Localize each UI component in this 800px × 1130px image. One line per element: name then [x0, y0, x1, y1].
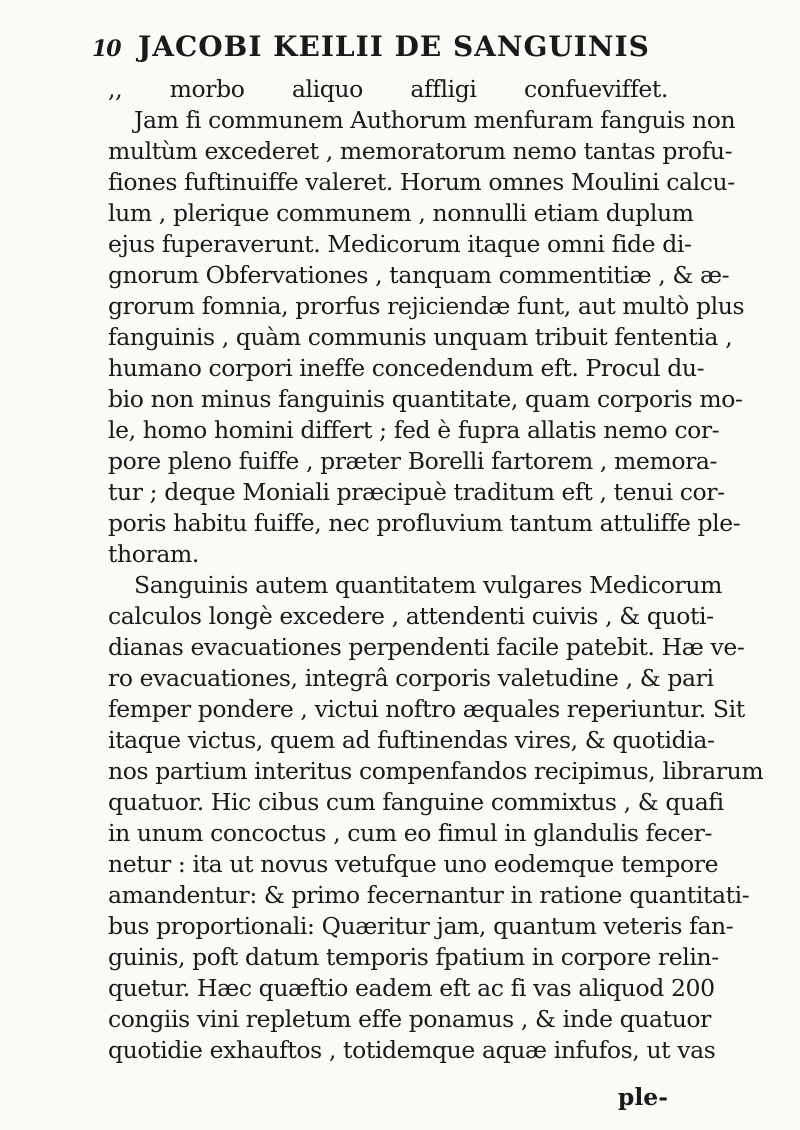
- text-line: calculos longè excedere , attendenti cuivis , & quoti-: [108, 602, 714, 630]
- text-line: le, homo homini differt ; fed è fupra allatis nemo cor-: [108, 416, 720, 444]
- text-line: pore pleno fuiffe , præter Borelli fartorem , memora-: [108, 447, 718, 475]
- text-line: poris habitu fuiffe, nec profluvium tantum attuliffe ple-: [108, 509, 741, 537]
- page-header: [92, 28, 692, 68]
- text-line: bus proportionali: Quæritur jam, quantum veteris fan-: [108, 912, 734, 940]
- paragraph-start-line: Jam fi communem Authorum menfuram fanguis non: [134, 106, 736, 134]
- text-line: bio non minus fanguinis quantitate, quam corporis mo-: [108, 385, 743, 413]
- paragraph-start-line: Sanguinis autem quantitatem vulgares Medicorum: [134, 571, 722, 599]
- running-head: JACOBI KEILII DE SANGUINIS: [138, 30, 650, 63]
- text-line: amandentur: & primo fecernantur in ratione quantitati-: [108, 881, 750, 909]
- text-line: ,, morbo aliquo affligi confueviffet.: [108, 75, 668, 103]
- text-line: dianas evacuationes perpendenti facile patebit. Hæ ve-: [108, 633, 745, 661]
- text-line: fanguinis , quàm communis unquam tribuit fententia ,: [108, 323, 733, 351]
- text-line: in unum concoctus , cum eo fimul in glandulis fecer-: [108, 819, 713, 847]
- paragraph-end-line: thoram.: [108, 540, 199, 568]
- text-line: ro evacuationes, integrâ corporis valetudine , & pari: [108, 664, 714, 692]
- body-text: [108, 74, 764, 1066]
- text-line: fiones fuftinuiffe valeret. Horum omnes Moulini calcu-: [108, 168, 735, 196]
- text-line: gnorum Obfervationes , tanquam commentitiæ , & æ-: [108, 261, 730, 289]
- text-line: netur : ita ut novus vetufque uno eodemque tempore: [108, 850, 719, 878]
- text-line: lum , plerique communem , nonnulli etiam duplum: [108, 199, 694, 227]
- text-line: quotidie exhauftos , totidemque aquæ infufos, ut vas: [108, 1036, 716, 1064]
- text-line: femper pondere , victui noftro æquales reperiuntur. Sit: [108, 695, 745, 723]
- text-line: nos partium interitus compenfandos recipimus, librarum: [108, 757, 764, 785]
- text-line: itaque victus, quem ad fuftinendas vires, & quotidia-: [108, 726, 715, 754]
- page-number: 10: [92, 36, 121, 62]
- text-line: humano corpori ineffe concedendum eft. Procul du-: [108, 354, 705, 382]
- text-line: tur ; deque Moniali præcipuè traditum eft , tenui cor-: [108, 478, 725, 506]
- text-line: guinis, poft datum temporis fpatium in corpore relin-: [108, 943, 719, 971]
- text-line: congiis vini repletum effe ponamus , & inde quatuor: [108, 1005, 712, 1033]
- text-line: ejus fuperaverunt. Medicorum itaque omni fide di-: [108, 230, 692, 258]
- text-line: grorum fomnia, prorfus rejiciendæ funt, aut multò plus: [108, 292, 745, 320]
- text-line: multùm excederet , memoratorum nemo tantas profu-: [108, 137, 733, 165]
- text-line: quetur. Hæc quæftio eadem eft ac fi vas aliquod 200: [108, 974, 715, 1002]
- catchword-row: [108, 1083, 668, 1113]
- text-line: quatuor. Hic cibus cum fanguine commixtus , & quafi: [108, 788, 724, 816]
- catchword: ple-: [617, 1083, 668, 1111]
